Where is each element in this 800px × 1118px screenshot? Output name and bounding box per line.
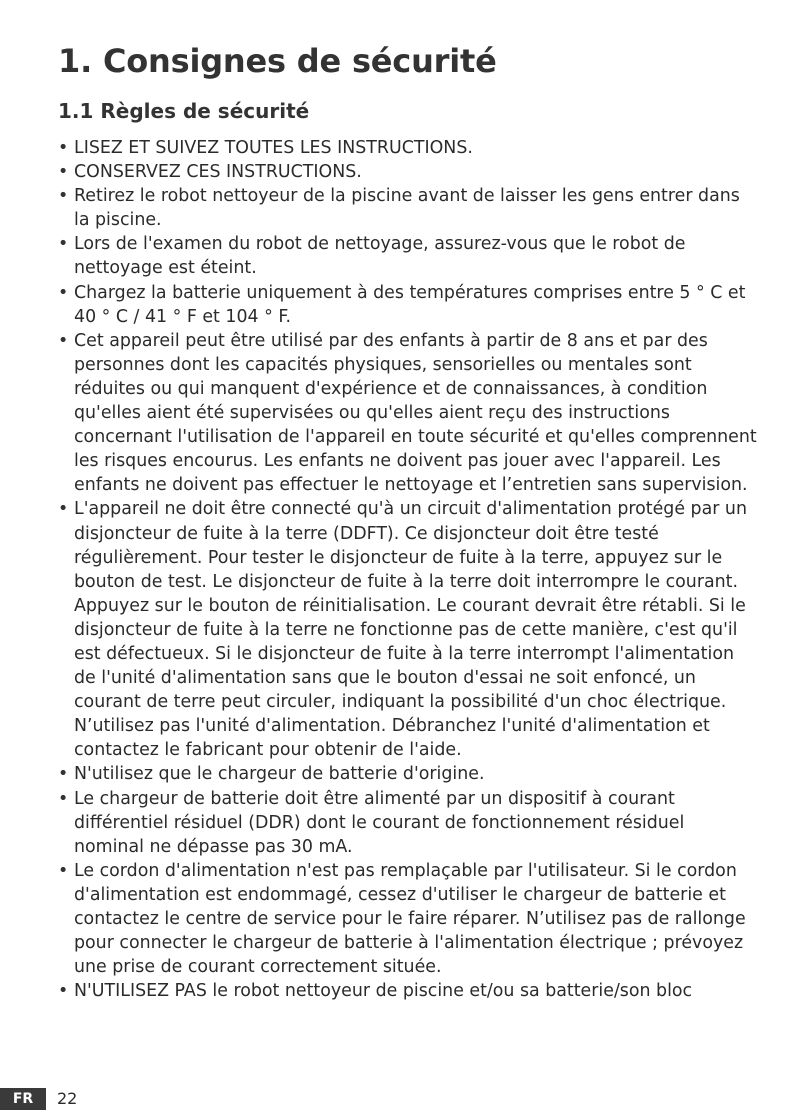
list-item: • Cet appareil peut être utilisé par des enfants à partir de 8 ans et par des personnes dont les capacités physiques, sensorielles ou mentales sont réduites ou qui manquent d'expérience et de connaissances, à condition qu'elles aient été supervisées ou qu'elles aient reçu des instructions concernant l'utilisation de l'appareil en toute sécurité et qu'elles comprennent les risques encourus. Les enfants ne doivent pas jouer avec l'appareil. Les enfants ne doivent pas effectuer le nettoyage et l’entretien sans supervision. xyxy=(58,329,758,498)
list-item: • Le cordon d'alimentation n'est pas remplaçable par l'utilisateur. Si le cordon d'alimentation est endommagé, cessez d'utiliser le chargeur de batterie et contactez le centre de service pour le faire réparer. N’utilisez pas de rallonge pour connecter le chargeur de batterie à l'alimentation électrique ; prévoyez une prise de courant correctement située. xyxy=(58,859,758,979)
list-item: • Lors de l'examen du robot de nettoyage, assurez-vous que le robot de nettoyage est éteint. xyxy=(58,232,758,280)
language-badge: FR xyxy=(0,1088,46,1110)
list-item: • N'utilisez que le chargeur de batterie d'origine. xyxy=(58,762,758,786)
list-item: • Retirez le robot nettoyeur de la piscine avant de laisser les gens entrer dans la piscine. xyxy=(58,184,758,232)
list-item: • Chargez la batterie uniquement à des températures comprises entre 5 ° C et 40 ° C / 41 ° F et 104 ° F. xyxy=(58,281,758,329)
safety-rules-list xyxy=(58,136,758,1003)
list-item: • L'appareil ne doit être connecté qu'à un circuit d'alimentation protégé par un disjoncteur de fuite à la terre (DDFT). Ce disjoncteur doit être testé régulièrement. Pour tester le disjoncteur de fuite à la terre, appuyez sur le bouton de test. Le disjoncteur de fuite à la terre doit interrompre le courant. Appuyez sur le bouton de réinitialisation. Le courant devrait être rétabli. Si le disjoncteur de fuite à la terre ne fonctionne pas de cette manière, c'est qu'il est défectueux. Si le disjoncteur de fuite à la terre interrompt l'alimentation de l'unité d'alimentation sans que le bouton d'essai ne soit enfoncé, un courant de terre peut circuler, indiquant la possibilité d'un choc électrique. N’utilisez pas l'unité d'alimentation. Débranchez l'unité d'alimentation et contactez le fabricant pour obtenir de l'aide. xyxy=(58,497,758,762)
list-item: • LISEZ ET SUIVEZ TOUTES LES INSTRUCTIONS. xyxy=(58,136,758,160)
list-item: • Le chargeur de batterie doit être alimenté par un dispositif à courant différentiel résiduel (DDR) dont le courant de fonctionnement résiduel nominal ne dépasse pas 30 mA. xyxy=(58,787,758,859)
page-title: 1. Consignes de sécurité xyxy=(58,42,497,80)
list-item: • CONSERVEZ CES INSTRUCTIONS. xyxy=(58,160,758,184)
page-number: 22 xyxy=(57,1089,78,1108)
section-subtitle: 1.1 Règles de sécurité xyxy=(58,99,310,123)
list-item: • N'UTILISEZ PAS le robot nettoyeur de piscine et/ou sa batterie/son bloc xyxy=(58,979,758,1003)
